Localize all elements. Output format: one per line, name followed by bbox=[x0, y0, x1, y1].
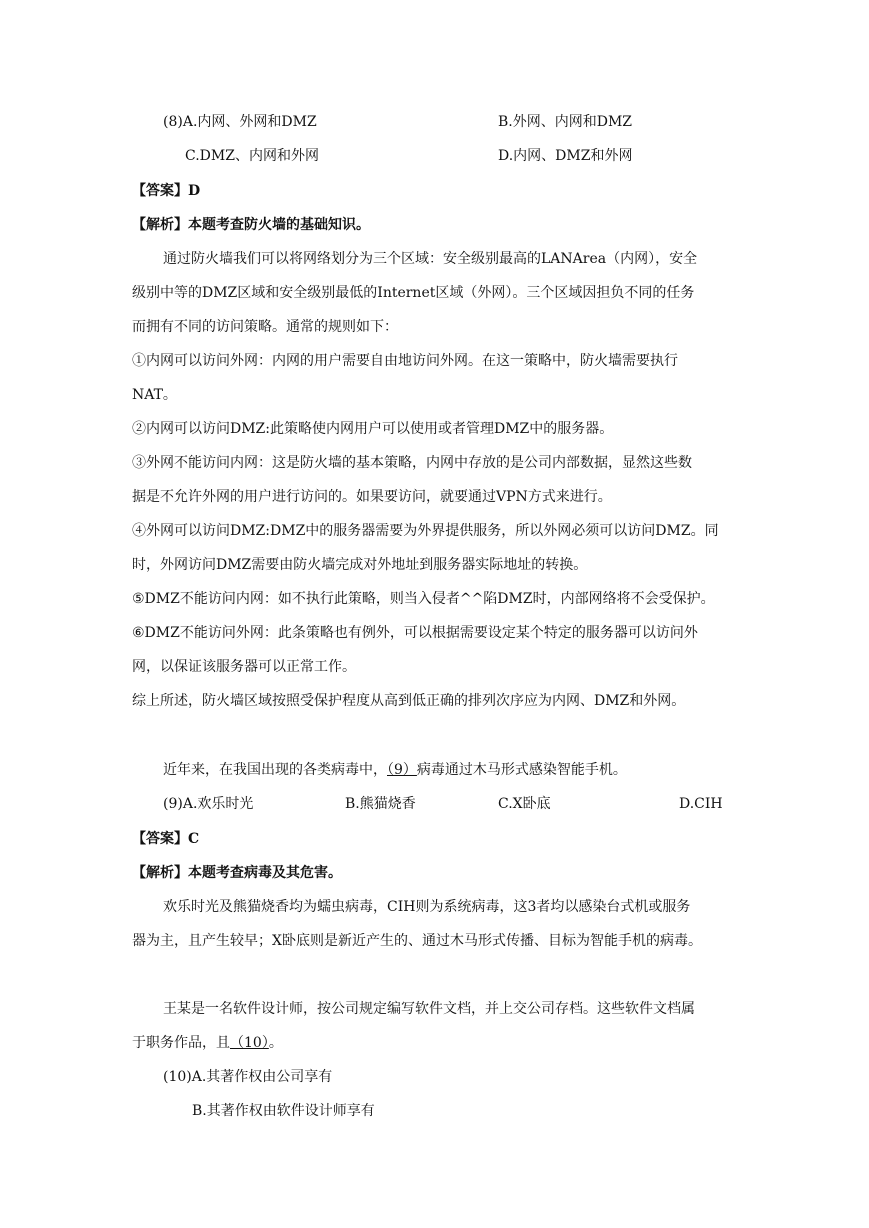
q8-analysis-line: 网，以保证该服务器可以正常工作。 bbox=[132, 659, 356, 675]
q8-analysis-line: ③外网不能访问内网：这是防火墙的基本策略，内网中存放的是公司内部数据，显然这些数 bbox=[132, 455, 692, 471]
stem-text: 近年来，在我国出现的各类病毒中， bbox=[163, 762, 387, 778]
q8-option-d: D.内网、DMZ和外网 bbox=[498, 148, 633, 164]
analysis-title: 本题考查病毒及其危害。 bbox=[188, 865, 342, 881]
analysis-title: 本题考查防火墙的基础知识。 bbox=[188, 217, 370, 233]
stem-text: 于职务作品，且 bbox=[132, 1035, 230, 1051]
q10-option-a: (10)A.其著作权由公司享有 bbox=[163, 1069, 333, 1085]
q8-analysis-heading bbox=[132, 215, 370, 235]
answer-value: C bbox=[188, 831, 200, 847]
q8-option-b: B.外网、内网和DMZ bbox=[498, 114, 633, 130]
q8-option-a: (8)A.内网、外网和DMZ bbox=[163, 114, 317, 130]
q9-analysis-heading bbox=[132, 863, 342, 883]
q9-option-b: B.熊猫烧香 bbox=[345, 796, 416, 812]
stem-blank: （9） bbox=[387, 762, 417, 778]
q9-option-d: D.CIH bbox=[679, 796, 723, 812]
answer-value: D bbox=[188, 183, 201, 199]
q8-analysis-line: 据是不允许外网的用户进行访问的。如果要访问，就要通过VPN方式来进行。 bbox=[132, 489, 612, 505]
q9-option-a: (9)A.欢乐时光 bbox=[163, 796, 254, 812]
answer-label: 【答案】 bbox=[132, 183, 188, 199]
q8-analysis-line: 综上所述，防火墙区域按照受保护程度从高到低正确的排列次序应为内网、DMZ和外网。 bbox=[132, 693, 686, 709]
q9-stem bbox=[163, 760, 627, 780]
q8-analysis-line: ⑥DMZ不能访问外网：此条策略也有例外，可以根据需要设定某个特定的服务器可以访问外 bbox=[132, 625, 698, 641]
analysis-label: 【解析】 bbox=[132, 217, 188, 233]
q8-analysis-line: NAT。 bbox=[132, 387, 177, 403]
q10-stem-line-2 bbox=[132, 1033, 283, 1053]
q9-option-c: C.X卧底 bbox=[498, 796, 551, 812]
q8-analysis-line: ②内网可以访问DMZ:此策略使内网用户可以使用或者管理DMZ中的服务器。 bbox=[132, 421, 614, 437]
q8-analysis-line: 而拥有不同的访问策略。通常的规则如下： bbox=[132, 319, 398, 335]
q8-answer bbox=[132, 181, 200, 201]
q8-analysis-line: ⑤DMZ不能访问内网：如不执行此策略，则当入侵者^^陷DMZ时，内部网络将不会受保护。 bbox=[132, 591, 715, 607]
answer-label: 【答案】 bbox=[132, 831, 188, 847]
q10-stem-line-1: 王某是一名软件设计师，按公司规定编写软件文档，并上交公司存档。这些软件文档属 bbox=[163, 1001, 695, 1017]
q8-option-c: C.DMZ、内网和外网 bbox=[185, 148, 319, 164]
q8-analysis-line: ①内网可以访问外网：内网的用户需要自由地访问外网。在这一策略中，防火墙需要执行 bbox=[132, 353, 678, 369]
stem-blank: （10） bbox=[230, 1035, 269, 1051]
q8-analysis-line: ④外网可以访问DMZ:DMZ中的服务器需要为外界提供服务，所以外网必须可以访问DMZ。同 bbox=[132, 523, 719, 539]
analysis-label: 【解析】 bbox=[132, 865, 188, 881]
stem-text: 。 bbox=[268, 1035, 283, 1051]
q9-answer bbox=[132, 829, 199, 849]
q10-option-b: B.其著作权由软件设计师享有 bbox=[192, 1103, 375, 1119]
q8-analysis-line: 级别中等的DMZ区域和安全级别最低的Internet区域（外网）。三个区域因担负不同的任务 bbox=[132, 285, 695, 301]
q8-analysis-line: 通过防火墙我们可以将网络划分为三个区域：安全级别最高的LANArea（内网），安全 bbox=[163, 251, 698, 267]
q9-analysis-line: 器为主，且产生较早；X卧底则是新近产生的、通过木马形式传播、目标为智能手机的病毒。 bbox=[132, 933, 702, 949]
q9-analysis-line: 欢乐时光及熊猫烧香均为蠕虫病毒，CIH则为系统病毒，这3者均以感染台式机或服务 bbox=[163, 899, 691, 915]
q8-analysis-line: 时，外网访问DMZ需要由防火墙完成对外地址到服务器实际地址的转换。 bbox=[132, 557, 588, 573]
stem-text: 病毒通过木马形式感染智能手机。 bbox=[416, 762, 627, 778]
